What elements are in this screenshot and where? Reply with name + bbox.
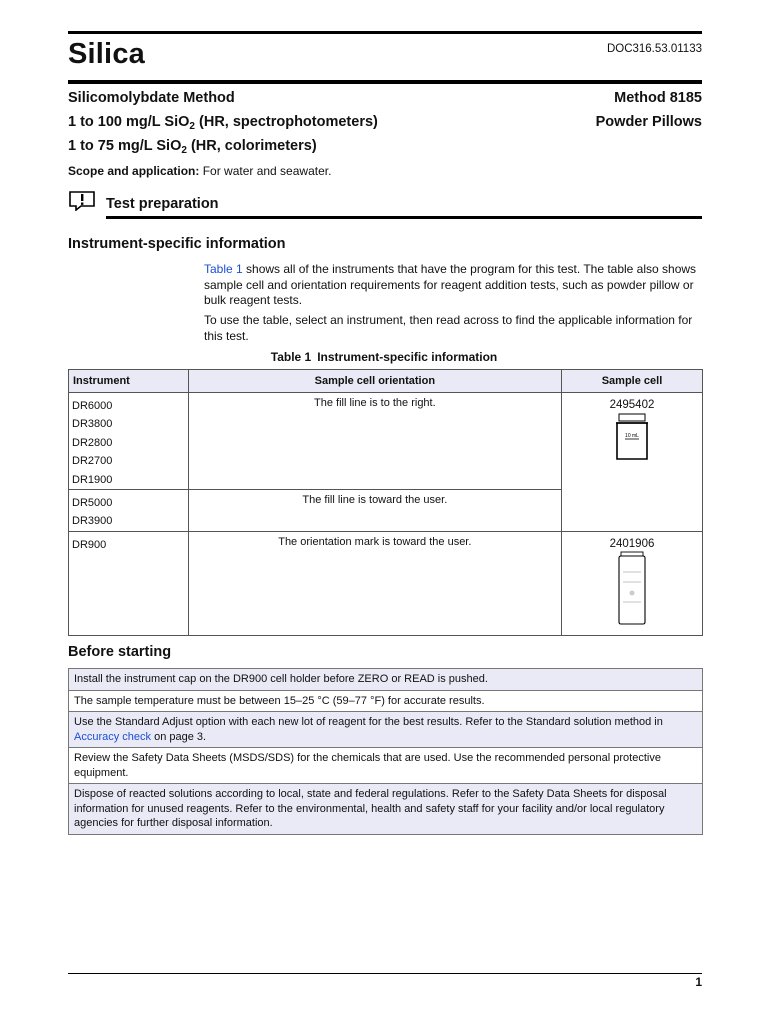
- column-header: Sample cell: [561, 370, 702, 393]
- note-text: Review the Safety Data Sheets (MSDS/SDS) for the chemicals that are used. Use the recommended personal protective equipment.: [69, 748, 703, 784]
- instrument-name: DR5000: [72, 497, 113, 510]
- list-item: [69, 669, 703, 691]
- instrument-name: DR1900: [72, 473, 113, 486]
- instrument-name: DR900: [72, 538, 107, 551]
- list-item: [69, 784, 703, 835]
- instrument-name: DR2800: [72, 436, 113, 449]
- column-header: Instrument: [69, 370, 189, 393]
- method-number: Method 8185: [614, 90, 702, 106]
- sample-cell-code: 2495402: [609, 399, 655, 411]
- orientation-text: The fill line is to the right.: [314, 397, 436, 409]
- section-rule: [106, 216, 702, 219]
- table-row: [69, 531, 703, 635]
- instrument-table: [68, 369, 703, 636]
- instrument-cell: [69, 531, 189, 635]
- instrument-name: DR3800: [72, 418, 113, 431]
- warning-note-icon: [69, 191, 95, 211]
- instrument-name: DR3900: [72, 515, 113, 528]
- before-starting-heading: Before starting: [68, 644, 172, 660]
- range-spectrophotometers: 1 to 100 mg/L SiO$_2$ (HR, spectrophotometers): [68, 114, 378, 132]
- note-text: Use the Standard Adjust option with each new lot of reagent for the best results. Refer to the Standard solution method in Accuracy check on page 3.: [69, 712, 703, 748]
- range-colorimeters: 1 to 75 mg/L SiO$_2$ (HR, colorimeters): [68, 138, 317, 156]
- scope-and-application: Scope and application: For water and seawater.: [68, 164, 332, 178]
- note-text: The sample temperature must be between 15–25 °C (59–77 °F) for accurate results.: [69, 690, 703, 712]
- cell-volume-label: 10 mL: [625, 433, 639, 439]
- orientation-cell: [188, 393, 561, 490]
- list-item: [69, 748, 703, 784]
- instrument-cell: [69, 490, 189, 532]
- orientation-text: The fill line is toward the user.: [302, 494, 448, 507]
- footer-rule: [68, 973, 702, 974]
- sample-cell-graduated-icon: [562, 550, 702, 626]
- table-header-row: [69, 370, 703, 393]
- column-header: Sample cell orientation: [188, 370, 561, 393]
- test-preparation-heading: Test preparation: [106, 196, 219, 212]
- orientation-text: The orientation mark is toward the user.: [278, 535, 472, 548]
- before-starting-table: [68, 668, 703, 835]
- instrument-name: DR2700: [72, 455, 113, 468]
- sample-cell-cell: [561, 531, 702, 635]
- top-rule: [68, 31, 702, 34]
- note-text: Dispose of reacted solutions according to local, state and federal regulations. Refer to the Safety Data Sheets for disposal information for unused reagents. Refer to the environmental, health and safety staff for your facility and/or local regulatory agencies for further disposal information.: [69, 784, 703, 835]
- sample-cell-cell: [561, 393, 702, 532]
- page-number: 1: [695, 975, 702, 989]
- list-item: [69, 712, 703, 748]
- instrument-name: DR6000: [72, 400, 113, 412]
- table-1-link[interactable]: Table 1: [204, 262, 243, 276]
- reagent-form: Powder Pillows: [595, 114, 702, 130]
- orientation-cell: [188, 490, 561, 532]
- instrument-info-paragraph-1: Table 1 shows all of the instruments that have the program for this test. The table also shows sample cell and orientation requirements for reagent addition tests, such as powder pillow or bulk reagent tests.: [204, 262, 697, 307]
- instrument-cell: [69, 393, 189, 490]
- title-rule: [68, 80, 702, 84]
- table-row: [69, 393, 703, 490]
- orientation-cell: [188, 531, 561, 635]
- instrument-info-paragraph-2: To use the table, select an instrument, then read across to find the applicable information for this test.: [204, 313, 693, 343]
- method-name: Silicomolybdate Method: [68, 90, 235, 106]
- accuracy-check-link[interactable]: Accuracy check: [74, 730, 152, 743]
- document-number: DOC316.53.01133: [606, 43, 702, 55]
- note-text: Install the instrument cap on the DR900 cell holder before ZERO or READ is pushed.: [69, 669, 703, 691]
- table-caption: Table 1 Instrument-specific information: [270, 350, 498, 364]
- sample-cell-10ml-icon: [562, 411, 702, 467]
- sample-cell-code: 2401906: [609, 537, 655, 550]
- instrument-info-heading: Instrument-specific information: [68, 236, 286, 252]
- list-item: [69, 690, 703, 712]
- page-title: Silica: [68, 38, 145, 70]
